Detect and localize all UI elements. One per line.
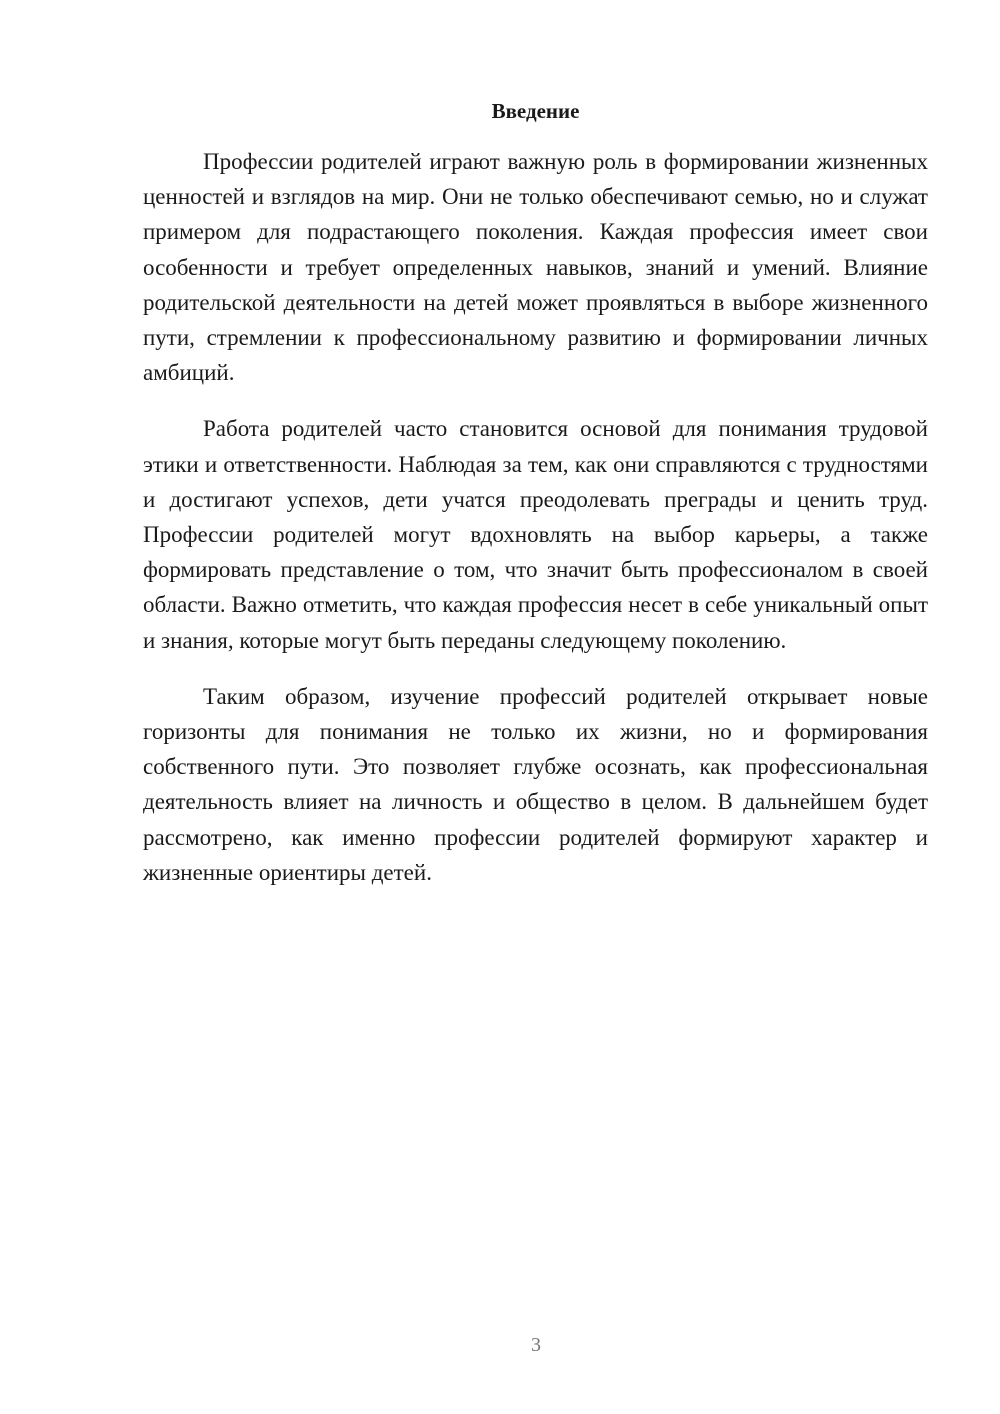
page-number: 3 xyxy=(531,1334,541,1356)
paragraph-2: Работа родителей часто становится основой для понимания трудовой этики и ответственности. Наблюдая за тем, как они справляются с трудностями и достигают успехов, дети учатся преодолевать преграды и ценить труд. Профессии родителей могут вдохновлять на выбор карьеры, а также формировать представление о том, что значит быть профессионалом в своей области. Важно отметить, что каждая профессия несет в себе уникальный опыт и знания, которые могут быть переданы следующему поколению. xyxy=(143,416,928,653)
page-title: Введение xyxy=(491,99,580,123)
paragraph-1: Профессии родителей играют важную роль в формировании жизненных ценностей и взглядов на мир. Они не только обеспечивают семью, но и служат примером для подрастающего поколения. Каждая профессия имеет свои особенности и требует определенных навыков, знаний и умений. Влияние родительской деятельности на детей может проявляться в выборе жизненного пути, стремлении к профессиональному развитию и формировании личных амбиций. xyxy=(143,149,928,386)
paragraph-3: Таким образом, изучение профессий родителей открывает новые горизонты для понимания не только их жизни, но и формирования собственного пути. Это позволяет глубже осознать, как профессиональная деятельность влияет на личность и общество в целом. В дальнейшем будет рассмотрено, как именно профессии родителей формируют характер и жизненные ориентиры детей. xyxy=(143,683,928,885)
page-content xyxy=(143,96,928,911)
